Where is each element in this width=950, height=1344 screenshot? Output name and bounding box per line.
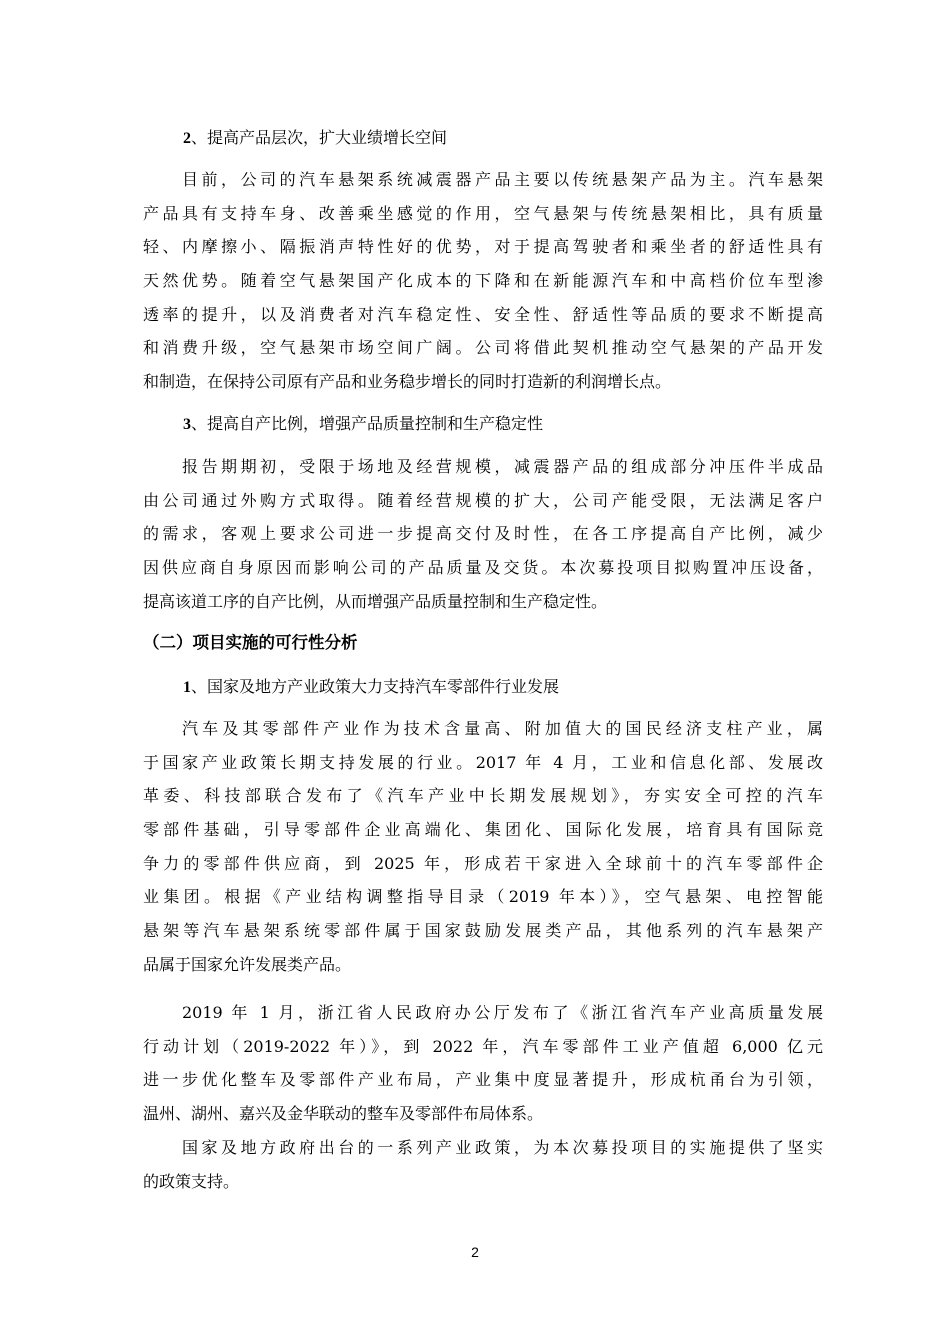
text-line: 于国家产业政策长期支持发展的行业。2017 年 4 月，工业和信息化部、发展改 bbox=[143, 752, 823, 772]
paragraph-zhejiang-plan bbox=[143, 996, 823, 1131]
subheading-3-number: 3 bbox=[183, 416, 191, 433]
text-line: 的政策支持。 bbox=[143, 1171, 240, 1191]
subheading-1-text: 、国家及地方产业政策大力支持汽车零部件行业发展 bbox=[191, 677, 560, 696]
text-line: 透率的提升，以及消费者对汽车稳定性、安全性、舒适性等品质的要求不断提高 bbox=[143, 304, 823, 324]
text-line: 业集团。根据《产业结构调整指导目录（2019 年本）》，空气悬架、电控智能 bbox=[143, 887, 823, 907]
text-line: 行动计划（2019-2022 年）》，到 2022 年，汽车零部件工业产值超 6,000 亿元 bbox=[143, 1036, 823, 1056]
subheading-3-text: 、提高自产比例，增强产品质量控制和生产稳定性 bbox=[191, 414, 544, 433]
text-line: 天然优势。随着空气悬架国产化成本的下降和在新能源汽车和中高档价位车型渗 bbox=[143, 271, 823, 291]
subheading-2 bbox=[183, 126, 833, 151]
text-line: 轻、内摩擦小、隔振消声特性好的优势，对于提高驾驶者和乘坐者的舒适性具有 bbox=[143, 237, 823, 257]
text-line: 2019 年 1 月，浙江省人民政府办公厅发布了《浙江省汽车产业高质量发展 bbox=[182, 1003, 823, 1022]
section-heading-feasibility: （二）项目实施的可行性分析 bbox=[143, 634, 358, 652]
subheading-3 bbox=[183, 412, 833, 437]
page-number: 2 bbox=[471, 1244, 479, 1260]
text-line: 报告期期初，受限于场地及经营规模，减震器产品的组成部分冲压件半成品 bbox=[182, 457, 823, 476]
paragraph-policy-support bbox=[143, 1131, 823, 1198]
text-line: 提高该道工序的自产比例，从而增强产品质量控制和生产稳定性。 bbox=[143, 591, 608, 611]
text-line: 因供应商自身原因而影响公司的产品质量及交货。本次募投项目拟购置冲压设备， bbox=[143, 558, 823, 578]
subheading-1 bbox=[183, 675, 833, 700]
text-line: 目前，公司的汽车悬架系统减震器产品主要以传统悬架产品为主。汽车悬架 bbox=[182, 170, 823, 189]
paragraph-product-level bbox=[143, 163, 823, 399]
text-line: 的需求，客观上要求公司进一步提高交付及时性，在各工序提高自产比例，减少 bbox=[143, 524, 823, 544]
text-line: 争力的零部件供应商，到 2025 年，形成若干家进入全球前十的汽车零部件企 bbox=[143, 853, 823, 873]
paragraph-self-production bbox=[143, 450, 823, 618]
text-line: 进一步优化整车及零部件产业布局，产业集中度显著提升，形成杭甬台为引领， bbox=[143, 1070, 823, 1090]
subheading-2-text: 、提高产品层次，扩大业绩增长空间 bbox=[191, 128, 448, 147]
text-line: 和制造，在保持公司原有产品和业务稳步增长的同时打造新的利润增长点。 bbox=[143, 372, 672, 392]
text-line: 悬架等汽车悬架系统零部件属于国家鼓励发展类产品，其他系列的汽车悬架产 bbox=[143, 921, 823, 941]
text-line: 零部件基础，引导零部件企业高端化、集团化、国际化发展，培育具有国际竞 bbox=[143, 820, 823, 840]
text-line: 和消费升级，空气悬架市场空间广阔。公司将借此契机推动空气悬架的产品开发 bbox=[143, 338, 823, 358]
subheading-2-number: 2 bbox=[183, 130, 191, 147]
text-line: 国家及地方政府出台的一系列产业政策，为本次募投项目的实施提供了坚实 bbox=[182, 1138, 823, 1157]
subheading-1-number: 1 bbox=[183, 679, 191, 696]
text-line: 革委、科技部联合发布了《汽车产业中长期发展规划》，夯实安全可控的汽车 bbox=[143, 786, 823, 806]
text-line: 产品具有支持车身、改善乘坐感觉的作用，空气悬架与传统悬架相比，具有质量 bbox=[143, 203, 823, 223]
paragraph-industry-policy bbox=[143, 712, 823, 982]
text-line: 品属于国家允许发展类产品。 bbox=[143, 954, 352, 974]
text-line: 汽车及其零部件产业作为技术含量高、附加值大的国民经济支柱产业，属 bbox=[182, 719, 823, 738]
text-line: 由公司通过外购方式取得。随着经营规模的扩大，公司产能受限，无法满足客户 bbox=[143, 490, 823, 510]
text-line: 温州、湖州、嘉兴及金华联动的整车及零部件布局体系。 bbox=[143, 1104, 544, 1124]
